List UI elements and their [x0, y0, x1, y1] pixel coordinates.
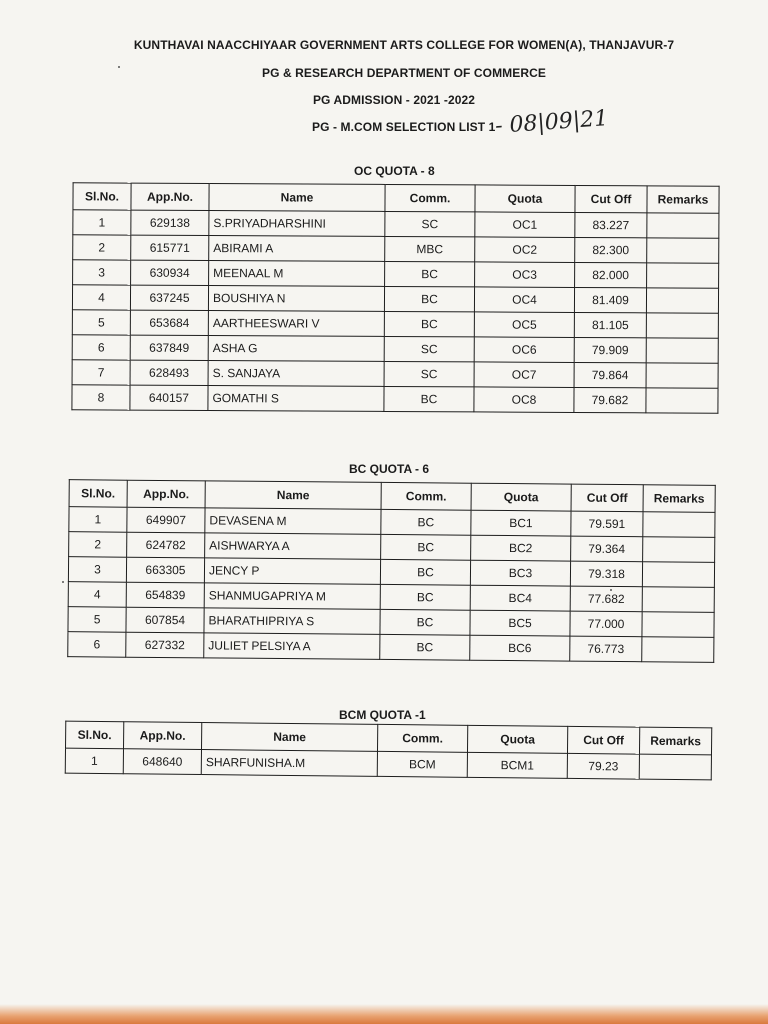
cell-sl-no: 2	[69, 532, 127, 558]
cell-sl-no: 1	[65, 748, 123, 774]
section-title-bc: BC QUOTA - 6	[349, 462, 429, 476]
cell-comm: BC	[380, 634, 470, 660]
column-header-app-no: App.No.	[124, 722, 202, 750]
column-header-name: Name	[209, 184, 385, 212]
cell-name: GOMATHI S	[208, 386, 384, 412]
column-header-cut-off: Cut Off	[575, 185, 647, 212]
cell-remarks	[646, 313, 718, 338]
cell-sl-no: 7	[72, 360, 130, 385]
cell-cut-off: 79.364	[571, 536, 643, 562]
column-header-comm: Comm.	[385, 184, 475, 211]
cell-comm: BC	[384, 311, 474, 336]
cell-remarks	[647, 238, 719, 263]
cell-sl-no: 1	[73, 210, 131, 235]
cell-remarks	[642, 562, 714, 588]
department-name: PG & RESEARCH DEPARTMENT OF COMMERCE	[261, 66, 547, 80]
cell-cut-off: 79.682	[574, 387, 646, 412]
cell-cut-off: 77.682	[570, 586, 642, 612]
admission-year: PG ADMISSION - 2021 -2022	[312, 93, 476, 107]
cell-sl-no: 4	[72, 285, 130, 310]
cell-cut-off: 79.591	[571, 511, 643, 537]
table-header-row	[73, 183, 719, 213]
table-row	[73, 235, 719, 263]
column-header-quota: Quota	[471, 483, 571, 511]
college-name: KUNTHAVAI NAACCHIYAAR GOVERNMENT ARTS COLLEGE FOR WOMEN(A), THANJAVUR-7	[133, 38, 675, 52]
table-row	[73, 210, 719, 238]
cell-comm: BC	[384, 386, 474, 411]
cell-cut-off: 82.300	[575, 237, 647, 262]
handwritten-date: - 08|09|21	[494, 106, 609, 139]
cell-cut-off: 81.409	[574, 287, 646, 312]
cell-name: JULIET PELSIYA A	[204, 633, 380, 660]
table-row	[73, 260, 719, 288]
cell-app-no: 649907	[127, 507, 205, 533]
column-header-name: Name	[205, 481, 381, 510]
cell-name: BOUSHIYA N	[208, 286, 384, 312]
table-row	[68, 632, 714, 663]
cell-cut-off: 76.773	[570, 636, 642, 662]
paper-edge-stain	[0, 1004, 768, 1024]
cell-cut-off: 82.000	[575, 262, 647, 287]
cell-app-no: 628493	[130, 360, 208, 385]
cell-comm: BC	[380, 584, 470, 610]
cell-sl-no: 5	[72, 310, 130, 335]
bcm-quota-table	[65, 721, 713, 781]
cell-remarks	[647, 213, 719, 238]
column-header-app-no: App.No.	[131, 183, 209, 210]
cell-quota: OC2	[475, 237, 575, 263]
cell-sl-no: 6	[72, 335, 130, 360]
cell-name: S. SANJAYA	[208, 361, 384, 387]
column-header-sl-no: Sl.No.	[69, 480, 127, 508]
cell-cut-off: 77.000	[570, 611, 642, 637]
cell-name: SHANMUGAPRIYA M	[204, 583, 380, 610]
cell-app-no: 654839	[126, 582, 204, 608]
cell-sl-no: 8	[72, 385, 130, 410]
cell-name: JENCY P	[204, 558, 380, 585]
cell-quota: OC7	[474, 362, 574, 388]
cell-app-no: 615771	[131, 235, 209, 260]
section-title-oc: OC QUOTA - 8	[354, 164, 435, 178]
table-row	[72, 310, 718, 338]
cell-remarks	[642, 612, 714, 638]
list-title: PG - M.COM SELECTION LIST 1	[312, 120, 496, 134]
cell-remarks	[642, 587, 714, 613]
cell-name: DEVASENA M	[205, 508, 381, 535]
cell-sl-no: 2	[73, 235, 131, 260]
cell-sl-no: 4	[68, 582, 126, 608]
column-header-cut-off: Cut Off	[571, 484, 643, 512]
table-row	[65, 748, 711, 780]
cell-quota: BC2	[471, 535, 571, 561]
column-header-quota: Quota	[475, 185, 575, 213]
column-header-sl-no: Sl.No.	[73, 183, 131, 210]
cell-comm: MBC	[385, 236, 475, 261]
column-header-comm: Comm.	[381, 482, 471, 510]
cell-sl-no: 1	[69, 507, 127, 533]
column-header-remarks: Remarks	[647, 186, 719, 213]
cell-remarks	[646, 288, 718, 313]
cell-app-no: 627332	[126, 632, 204, 658]
cell-name: AARTHEESWARI V	[208, 311, 384, 337]
cell-remarks	[643, 537, 715, 563]
cell-comm: BC	[380, 559, 470, 585]
cell-sl-no: 3	[73, 260, 131, 285]
cell-comm: BC	[380, 609, 470, 635]
cell-cut-off: 79.23	[567, 753, 639, 779]
column-header-quota: Quota	[467, 725, 567, 753]
cell-name: ABIRAMI A	[209, 236, 385, 262]
cell-quota: OC3	[475, 262, 575, 288]
column-header-app-no: App.No.	[127, 480, 205, 508]
cell-sl-no: 5	[68, 607, 126, 633]
table-row	[72, 360, 718, 388]
cell-quota: OC5	[474, 312, 574, 338]
cell-comm: BC	[381, 534, 471, 560]
cell-app-no: 640157	[130, 385, 208, 410]
column-header-remarks: Remarks	[639, 727, 711, 755]
cell-quota: BCM1	[467, 752, 567, 778]
cell-app-no: 629138	[131, 210, 209, 235]
cell-sl-no: 3	[68, 557, 126, 583]
cell-remarks	[643, 512, 715, 538]
cell-quota: BC3	[470, 560, 570, 586]
cell-app-no: 630934	[131, 260, 209, 285]
cell-name: S.PRIYADHARSHINI	[209, 211, 385, 237]
cell-cut-off: 79.909	[574, 337, 646, 362]
cell-app-no: 607854	[126, 607, 204, 633]
column-header-cut-off: Cut Off	[567, 726, 639, 754]
table-row	[72, 335, 718, 363]
cell-cut-off: 83.227	[575, 212, 647, 237]
cell-comm: BC	[384, 286, 474, 311]
cell-name: BHARATHIPRIYA S	[204, 608, 380, 635]
cell-remarks	[646, 388, 718, 413]
paper-speck	[610, 589, 612, 591]
cell-remarks	[646, 363, 718, 388]
cell-quota: OC4	[474, 287, 574, 313]
cell-quota: OC8	[474, 387, 574, 413]
table-row	[72, 285, 718, 313]
bc-quota-table	[67, 479, 716, 663]
cell-quota: OC1	[475, 212, 575, 238]
cell-quota: BC4	[470, 585, 570, 611]
cell-cut-off: 79.318	[570, 561, 642, 587]
cell-sl-no: 6	[68, 632, 126, 658]
cell-cut-off: 79.864	[574, 362, 646, 387]
cell-name: SHARFUNISHA.M	[201, 750, 377, 777]
cell-quota: BC1	[471, 510, 571, 536]
column-header-sl-no: Sl.No.	[66, 721, 124, 749]
cell-quota: BC5	[470, 610, 570, 636]
cell-remarks	[642, 637, 714, 663]
cell-app-no: 637849	[130, 335, 208, 360]
cell-name: AISHWARYA A	[205, 533, 381, 560]
cell-comm: BC	[385, 261, 475, 286]
cell-app-no: 637245	[130, 285, 208, 310]
table-row	[72, 385, 718, 413]
section-title-bcm: BCM QUOTA -1	[339, 708, 426, 722]
cell-quota: OC6	[474, 337, 574, 363]
cell-comm: SC	[384, 361, 474, 386]
cell-cut-off: 81.105	[574, 312, 646, 337]
cell-comm: BCM	[377, 751, 467, 777]
paper-speck	[118, 66, 120, 68]
cell-remarks	[647, 263, 719, 288]
cell-app-no: 663305	[126, 557, 204, 583]
paper-speck	[62, 581, 64, 583]
cell-name: ASHA G	[208, 336, 384, 362]
cell-remarks	[646, 338, 718, 363]
cell-app-no: 648640	[123, 749, 201, 775]
cell-comm: BC	[381, 509, 471, 535]
column-header-comm: Comm.	[377, 724, 467, 752]
cell-quota: BC6	[470, 635, 570, 661]
cell-app-no: 653684	[130, 310, 208, 335]
cell-remarks	[639, 754, 711, 780]
oc-quota-table	[71, 182, 719, 413]
column-header-name: Name	[201, 723, 377, 752]
cell-name: MEENAAL M	[209, 261, 385, 287]
cell-comm: SC	[384, 336, 474, 361]
cell-app-no: 624782	[127, 532, 205, 558]
cell-comm: SC	[385, 211, 475, 236]
column-header-remarks: Remarks	[643, 485, 715, 513]
